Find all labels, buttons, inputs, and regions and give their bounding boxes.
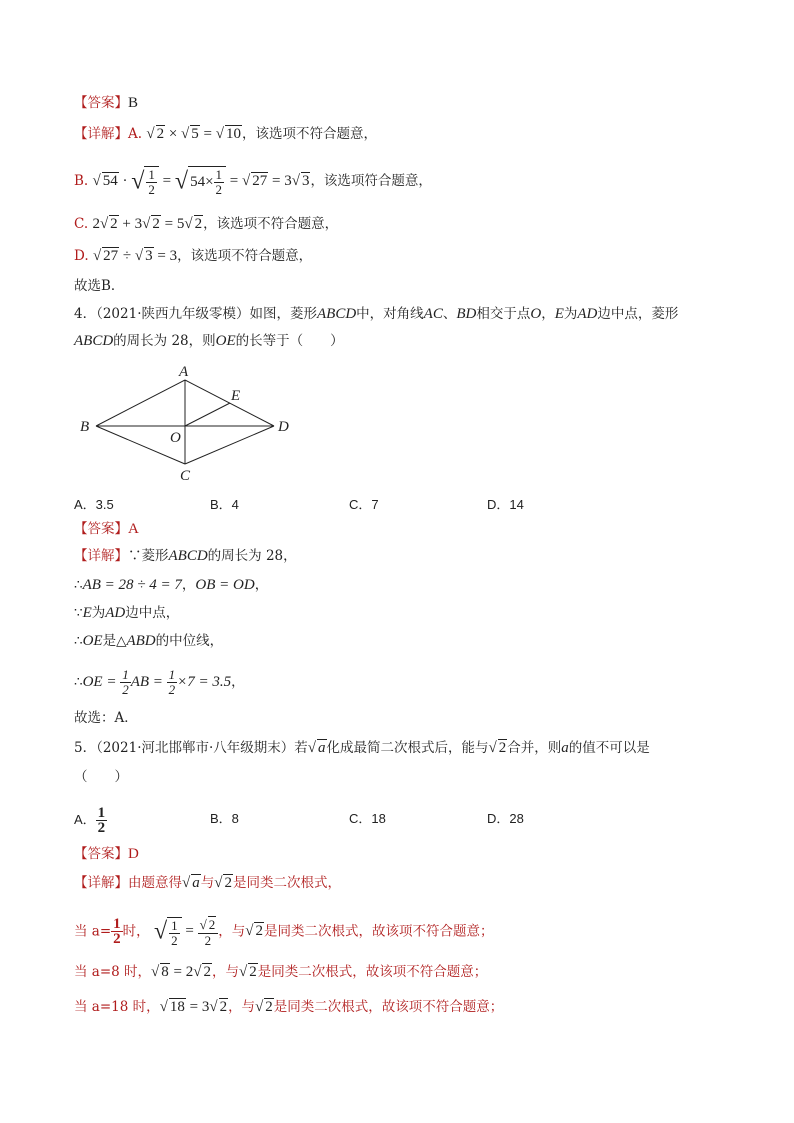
- detail-text: 为: [91, 605, 106, 621]
- label-a: A: [179, 364, 189, 380]
- label-c: C: [180, 468, 191, 484]
- detail-text: 是△: [102, 633, 127, 649]
- detail-text: ，与: [218, 923, 246, 940]
- q4-detail-4: ∴OE是△ABD的中位线，: [74, 633, 224, 649]
- answer-value: A: [128, 521, 139, 537]
- rhombus-figure: [74, 360, 304, 485]
- q5-answer-line: [74, 844, 139, 864]
- detail-text: ∴: [74, 577, 83, 593]
- edge-ba: [96, 380, 185, 426]
- option-b-text: ，该选项符合题意，: [310, 172, 432, 189]
- q4-option-b[interactable]: B．4: [210, 497, 239, 512]
- stem-text: 为: [563, 306, 578, 322]
- detail-text: ，: [231, 673, 245, 690]
- edge-dc: [185, 426, 274, 464]
- answer-tag: 【答案】: [74, 95, 128, 111]
- detail-text: 的中位线，: [155, 633, 224, 649]
- formula-oe: OE = $\frac{1}{2}$ AB = $\frac{1}{2}$ ×7 = 3.5: [82, 667, 232, 697]
- detail-text: ∵菱形: [128, 548, 169, 564]
- q3-detail-b: [74, 166, 432, 197]
- q5-option-d[interactable]: D．28: [487, 811, 524, 826]
- q4-stem-line2: ABCD的周长为 28，则OE的长等于（ ）: [74, 333, 344, 349]
- q4-conclusion: 故选：A．: [74, 710, 138, 726]
- question-source: （2021·河北邯郸市·八年级期末）: [96, 740, 295, 756]
- option-d-text: ，该选项不符合题意，: [177, 248, 313, 264]
- detail-text: ，: [181, 577, 196, 593]
- detail-text: 与: [200, 875, 215, 891]
- formula-d: √ 27 ÷ √ 3 = 3: [92, 248, 178, 264]
- detail-math: OB = OD: [195, 577, 255, 593]
- stem-text: 的周长为 28，则: [113, 333, 216, 349]
- option-a-text: ，该选项不符合题意，: [241, 126, 377, 142]
- formula-b: √ 54 · √ $\frac{1}{2}$ = √ 54× $\frac{1}{2}$ = √ 27 = 3√ 3: [92, 167, 310, 197]
- detail-text: 是同类二次根式，故该项不符合题意；: [257, 964, 488, 980]
- formula-c: 2√ 2 + 3√ 2 = 5√ 2: [92, 216, 203, 232]
- q5-paren: （ ）: [74, 769, 128, 785]
- q4-detail-5: [74, 668, 245, 697]
- q5-detail-1: 【详解】由题意得√ a与√ 2是同类二次根式，: [74, 875, 341, 891]
- q4-answer-line: [74, 519, 139, 539]
- question-source: （2021·陕西九年级零模）: [96, 306, 250, 322]
- stem-text: 中，对角线: [356, 306, 424, 322]
- q5-detail-2: 当 a= $\frac{1}{2}$ 时， √ $\frac{1}{2}$ = $\frac{√ 2}{2}$ ，与√ 2是同类二次根式，故该项不符合题意；: [74, 916, 494, 948]
- detail-text: ，与: [211, 964, 239, 980]
- q4-detail-2: [74, 575, 268, 595]
- question-number: 5．: [74, 740, 97, 756]
- option-a-prefix: A.: [128, 126, 143, 142]
- q4-option-a[interactable]: A．3.5: [74, 497, 114, 512]
- q4-detail-1: 【详解】∵菱形ABCD的周长为 28，: [74, 548, 297, 564]
- stem-text: 合并，则: [507, 740, 562, 756]
- option-c-text: ，该选项不符合题意，: [203, 216, 339, 232]
- detail-math: AB = 28 ÷ 4 = 7: [82, 577, 182, 593]
- q3-detail-c: [74, 214, 338, 234]
- stem-text: 如图，菱形: [249, 306, 317, 322]
- detail-text: 边中点，: [125, 605, 180, 621]
- q4-detail-3: ∵E为AD边中点，: [74, 605, 180, 621]
- q5-stem-line1: 5．（2021·河北邯郸市·八年级期末）若√ a化成最简二次根式后，能与√ 2合并，则a的值不可以是: [74, 740, 650, 756]
- q5-detail-4: 当 a=18 时，√ 18 = 3√ 2，与√ 2是同类二次根式，故该项不符合题意；: [74, 999, 504, 1015]
- stem-text: ，: [541, 306, 555, 322]
- q3-answer-line: [74, 93, 138, 113]
- option-d-prefix: D.: [74, 248, 89, 264]
- stem-text: 的值不可以是: [568, 740, 650, 756]
- q3-detail-a: [74, 124, 377, 144]
- label-b: B: [80, 419, 90, 435]
- q5-detail-3: 当 a=8 时，√ 8 = 2√ 2，与√ 2是同类二次根式，故该项不符合题意；: [74, 964, 488, 980]
- detail-text: ∵: [74, 605, 83, 621]
- stem-text: 边中点，菱形: [597, 306, 679, 322]
- label-o: O: [170, 430, 181, 446]
- stem-text: 化成最简二次根式后，能与: [326, 740, 489, 756]
- detail-text: 当 a=8 时，: [74, 964, 152, 980]
- stem-text: 、: [442, 306, 457, 322]
- option-b-prefix: B.: [74, 172, 89, 189]
- q5-option-b[interactable]: B．8: [210, 811, 239, 826]
- q5-option-a[interactable]: A． $\frac{1}{2}$: [74, 805, 106, 836]
- q4-option-d[interactable]: D．14: [487, 497, 524, 512]
- formula-a: √ 2 × √ 5 = √ 10: [146, 126, 241, 142]
- detail-text: ，: [254, 577, 269, 593]
- detail-text: 时，: [122, 923, 150, 940]
- q4-stem-line1: 4．（2021·陕西九年级零模）如图，菱形ABCD中，对角线AC、BD相交于点O，E为AD边中点，菱形: [74, 306, 679, 322]
- segment-oe: [185, 403, 230, 426]
- detail-text: ∴: [74, 673, 83, 690]
- answer-value: D: [128, 846, 139, 862]
- stem-text: 的长等于（ ）: [235, 333, 344, 349]
- label-e: E: [231, 388, 241, 404]
- formula-r1: √ $\frac{1}{2}$ = $\frac{√ 2}{2}$: [154, 923, 218, 939]
- detail-text: 的周长为 28，: [207, 548, 297, 564]
- answer-tag: 【答案】: [74, 846, 128, 862]
- detail-text: 是同类二次根式，: [232, 875, 341, 891]
- detail-text: 当 a=: [74, 923, 112, 940]
- answer-tag: 【答案】: [74, 521, 128, 537]
- q3-conclusion: 故选B．: [74, 278, 125, 294]
- detail-text: 是同类二次根式，故该项不符合题意；: [273, 999, 504, 1015]
- stem-text: 相交于点: [476, 306, 531, 322]
- detail-text: ，与: [228, 999, 256, 1015]
- detail-text: ∴: [74, 633, 83, 649]
- q5-option-c[interactable]: C．18: [349, 811, 386, 826]
- q4-option-c[interactable]: C．7: [349, 497, 379, 512]
- detail-text: 由题意得: [128, 875, 182, 891]
- q3-detail-d: [74, 246, 312, 266]
- question-number: 4．: [74, 306, 97, 322]
- option-label: A．: [74, 811, 96, 827]
- label-d: D: [278, 419, 289, 435]
- detail-text: 是同类二次根式，故该项不符合题意；: [263, 923, 494, 940]
- formula-r3: √ 18 = 3√ 2: [159, 999, 228, 1015]
- detail-tag: 【详解】: [74, 875, 128, 891]
- option-c-prefix: C.: [74, 216, 89, 232]
- detail-text: 当 a=18 时，: [74, 999, 160, 1015]
- formula-r2: √ 8 = 2√ 2: [151, 964, 211, 980]
- stem-text: 若: [294, 740, 308, 756]
- detail-tag: 【详解】: [74, 126, 128, 142]
- detail-tag: 【详解】: [74, 548, 128, 564]
- answer-value: B: [128, 95, 139, 111]
